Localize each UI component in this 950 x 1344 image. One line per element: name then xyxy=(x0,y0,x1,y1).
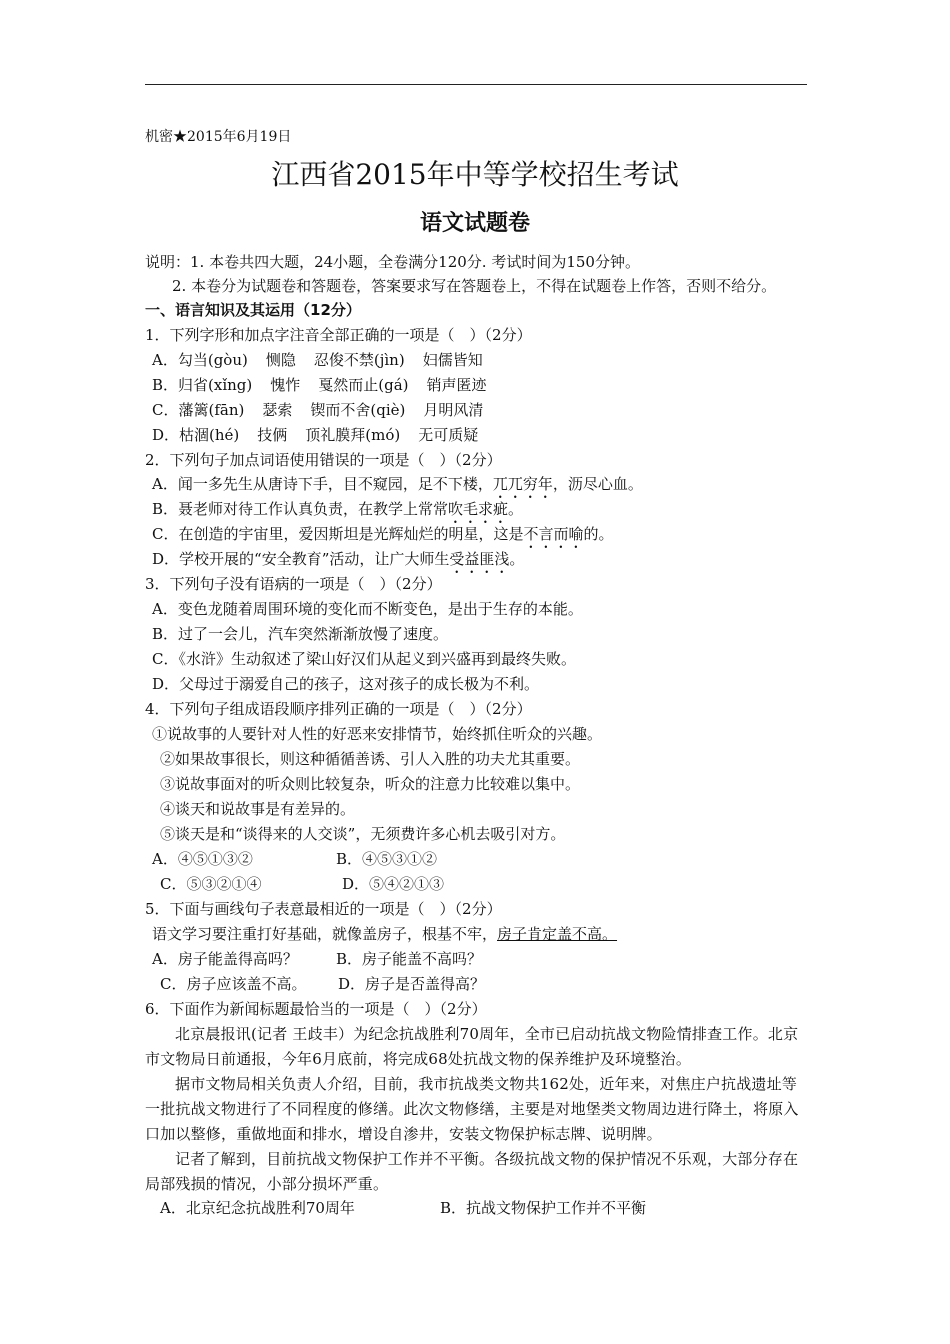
q4-sentence-3: ③说故事面对的听众则比较复杂，听众的注意力比较难以集中。 xyxy=(160,775,581,793)
q1-stem: 1．下列字形和加点字注音全部正确的一项是（ ）（2分） xyxy=(145,326,532,344)
q6-news-paragraph-1: 北京晨报讯(记者 王歧丰）为纪念抗战胜利70周年，全市已启动抗战文物险情排查工作。北京市文物局日前通报，今年6月底前，将完成68处抗战文物的保养维护及环境整治。 xyxy=(145,1025,799,1068)
q2-option-d: D．学校开展的“安全教育”活动，让广大师生受益匪浅。 xyxy=(152,550,525,568)
q2-stem: 2．下列句子加点词语使用错误的一项是（ ）（2分） xyxy=(145,451,502,469)
q6-option-b: B．抗战文物保护工作并不平衡 xyxy=(440,1199,647,1217)
q4-option-a: A．④⑤①③② xyxy=(152,850,253,868)
q1-option-d: D．枯涸(hé) 技俩 顶礼膜拜(mó) 无可质疑 xyxy=(152,426,479,444)
exam-title: 江西省2015年中等学校招生考试 xyxy=(271,158,679,191)
q3-option-a: A．变色龙随着周围环境的变化而不断变色，是出于生存的本能。 xyxy=(152,600,583,618)
q2-option-c: C．在创造的宇宙里，爱因斯坦是光辉灿烂的明星，这是不言而喻的。 xyxy=(152,525,614,543)
q2-option-b: B．聂老师对待工作认真负责，在教学上常常吹毛求疵。 xyxy=(152,500,524,518)
q4-option-d: D．⑤④②①③ xyxy=(342,875,445,893)
q6-option-a: A．北京纪念抗战胜利70周年 xyxy=(160,1199,355,1217)
q4-option-c: C．⑤③②①④ xyxy=(160,875,262,893)
top-rule xyxy=(145,84,807,85)
q3-stem: 3．下列句子没有语病的一项是（ ）（2分） xyxy=(145,575,442,593)
q4-sentence-4: ④谈天和说故事是有差异的。 xyxy=(160,800,356,818)
q5-option-d: D．房子是否盖得高？ xyxy=(338,975,486,993)
q4-sentence-1: ①说故事的人要针对人性的好恶来安排情节，始终抓住听众的兴趣。 xyxy=(152,725,603,743)
q6-news-paragraph-2: 据市文物局相关负责人介绍，目前，我市抗战类文物共162处，近年来，对焦庄户抗战遗址等一批抗战文物进行了不同程度的修缮。此次文物修缮，主要是对地堡类文物周边进行降土，将原入口加以整修，重做地面和排水，增设自渗井，安装文物保护标志牌、说明牌。 xyxy=(145,1075,799,1143)
q5-option-b: B．房子能盖不高吗？ xyxy=(336,950,483,968)
q5-underlined-sentence: 房子肯定盖不高。 xyxy=(497,925,618,943)
q1-option-b: B．归省(xǐng) 愧怍 戛然而止(gá) 销声匿迹 xyxy=(152,376,487,394)
paper-subtitle: 语文试题卷 xyxy=(419,211,530,236)
q1-option-a: A．勾当(gòu) 恻隐 忍俊不禁(jìn) 妇儒皆知 xyxy=(152,351,483,369)
q4-sentence-2: ②如果故事很长，则这种循循善诱、引人入胜的功夫尤其重要。 xyxy=(160,750,581,768)
confidential-date: 机密★2015年6月19日 xyxy=(145,129,292,145)
q3-option-c: C．《水浒》生动叙述了梁山好汉们从起义到兴盛再到最终失败。 xyxy=(152,650,576,668)
q3-option-d: D．父母过于溺爱自己的孩子，这对孩子的成长极为不利。 xyxy=(152,675,540,693)
section-1-title: 一、语言知识及其运用（12分） xyxy=(145,301,361,319)
q5-option-c: C．房子应该盖不高。 xyxy=(160,975,307,993)
q4-option-b: B．④⑤③①② xyxy=(336,850,438,868)
instruction-2: 2. 本卷分为试题卷和答题卷，答案要求写在答题卷上，不得在试题卷上作答，否则不给分。 xyxy=(172,277,777,295)
q4-sentence-5: ⑤谈天是和“谈得来的人交谈”，无须费许多心机去吸引对方。 xyxy=(160,825,566,843)
q6-news-paragraph-3: 记者了解到，目前抗战文物保护工作并不平衡。各级抗战文物的保护情况不乐观，大部分存在局部残损的情况，小部分损坏严重。 xyxy=(145,1150,799,1193)
q5-sentence: 语文学习要注重打好基础，就像盖房子，根基不牢，房子肯定盖不高。 xyxy=(152,925,618,943)
q5-stem: 5．下面与画线句子表意最相近的一项是（ ）（2分） xyxy=(145,900,502,918)
q6-stem: 6．下面作为新闻标题最恰当的一项是（ ）（2分） xyxy=(145,1000,487,1018)
q1-option-c: C．藩篱(fān) 瑟索 锲而不舍(qiè) 月明风清 xyxy=(152,401,484,419)
q4-stem: 4．下列句子组成语段顺序排列正确的一项是（ ）（2分） xyxy=(145,700,532,718)
q2-option-a: A．闻一多先生从唐诗下手，目不窥园，足不下楼，兀兀穷年，沥尽心血。 xyxy=(152,475,643,493)
q3-option-b: B．过了一会儿，汽车突然渐渐放慢了速度。 xyxy=(152,625,449,643)
q5-option-a: A．房子能盖得高吗？ xyxy=(152,950,298,968)
instruction-1: 说明：1. 本卷共四大题，24小题，全卷满分120分. 考试时间为150分钟。 xyxy=(145,253,640,271)
